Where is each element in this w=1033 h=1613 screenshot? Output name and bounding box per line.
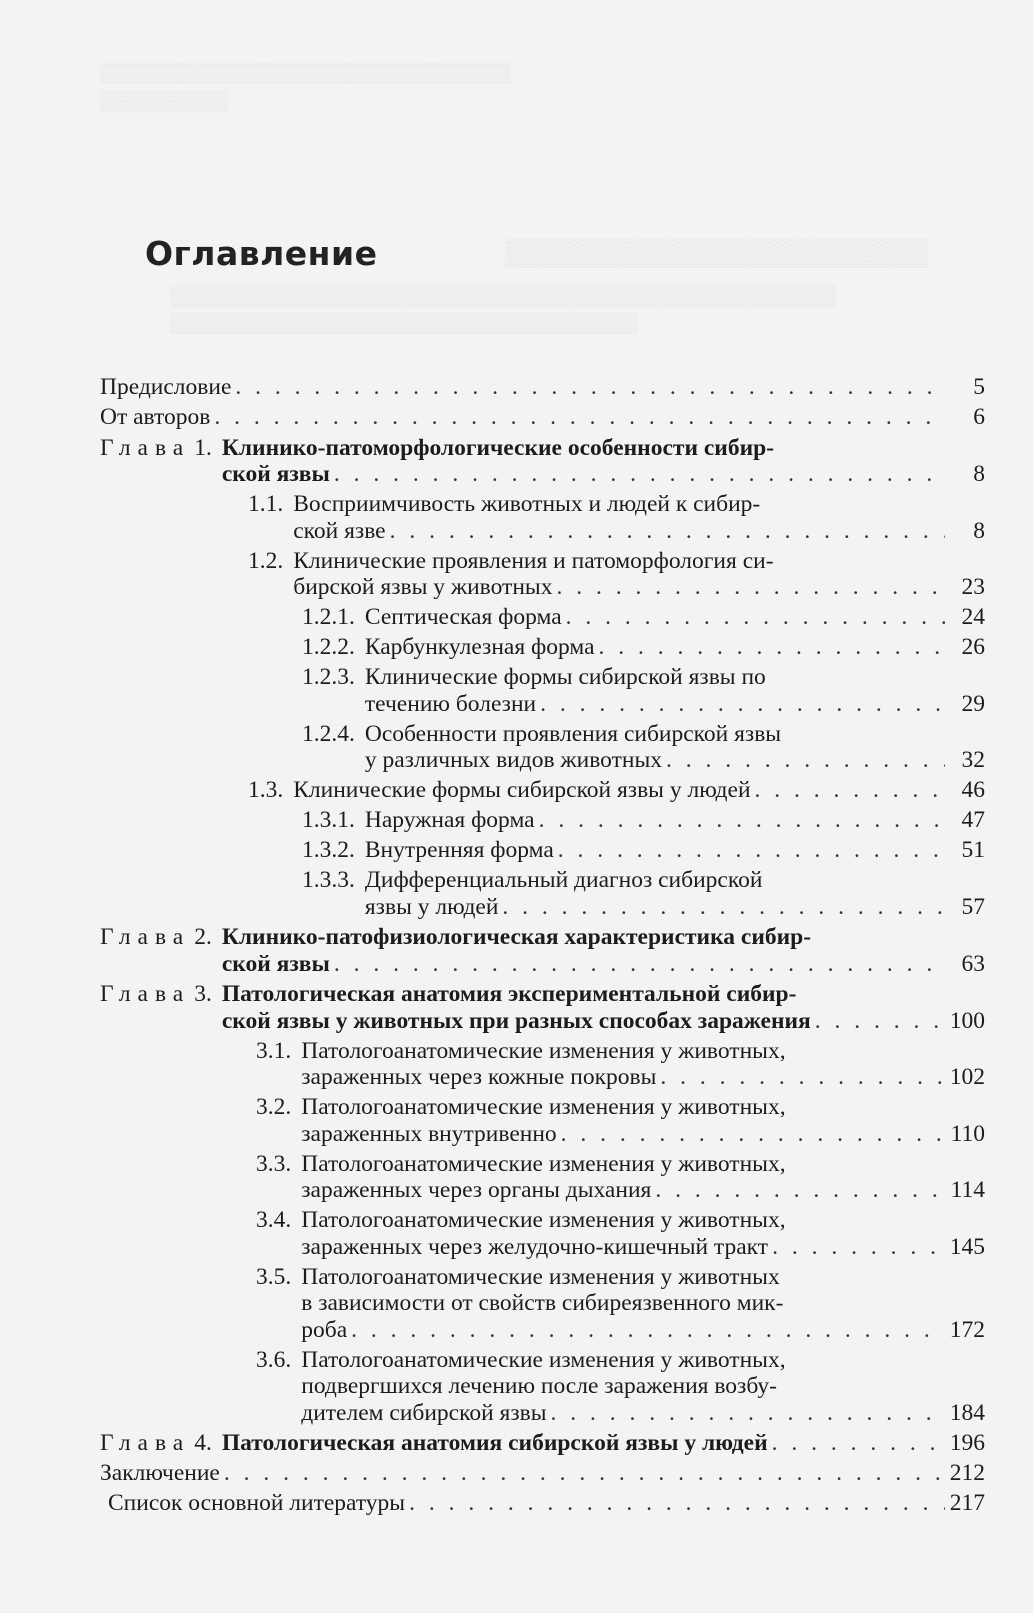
toc-entry-title: язвы у людей xyxy=(364,893,499,920)
toc-entry-title: Клинические проявления и патоморфология си- xyxy=(293,547,774,574)
toc-entry-title: Список основной литературы xyxy=(108,1490,406,1516)
page-number: 26 xyxy=(961,634,985,660)
toc-entry-title: Клинико-патоморфологические особенности сибир- xyxy=(221,434,775,461)
page-number: 5 xyxy=(973,374,985,400)
toc-entry-line xyxy=(256,1064,985,1091)
section-number: 1.3.3. xyxy=(302,867,355,893)
toc-entry-title: Карбункулезная форма xyxy=(364,634,595,660)
leader-dots xyxy=(772,1430,945,1457)
toc-entry-title: Клинико-патофизиологическая характеристика сибир- xyxy=(221,924,812,950)
page-number: 114 xyxy=(950,1177,985,1203)
leader-dots xyxy=(655,1177,945,1204)
page-number: 47 xyxy=(961,807,985,833)
section-number: 1.2. xyxy=(248,547,284,574)
section-number: 3.4. xyxy=(256,1207,292,1233)
toc-entry-title: Патологоанатомические изменения у животных, xyxy=(301,1037,786,1064)
page-number: 102 xyxy=(949,1064,985,1090)
toc-entry-line xyxy=(100,924,985,951)
leader-dots xyxy=(390,518,945,545)
section-number: 1.3. xyxy=(248,777,284,803)
toc-entry-title: течению болезни xyxy=(364,690,537,717)
section-number: 3.3. xyxy=(256,1150,292,1177)
toc-entry-line xyxy=(256,1094,985,1121)
toc-entry-line xyxy=(256,1373,985,1400)
leader-dots xyxy=(540,691,945,718)
toc-entry-line xyxy=(302,747,985,774)
toc-entry-title: ской язвы у животных при разных способах заражения xyxy=(221,1007,811,1034)
leader-dots xyxy=(334,461,945,488)
section-number: 1. xyxy=(194,434,212,461)
toc-chapter-entry xyxy=(100,435,985,488)
page-number: 46 xyxy=(961,777,985,803)
toc-entry-title: дителем сибирской язвы xyxy=(301,1399,547,1426)
toc-entry-title: Патологическая анатомия экспериментальной сибир- xyxy=(221,981,797,1007)
toc-entry-line xyxy=(108,1490,985,1517)
toc-entry-line xyxy=(256,1290,985,1317)
chapter-label: Глава xyxy=(100,981,191,1007)
toc-entry xyxy=(302,721,985,774)
page-number: 145 xyxy=(949,1233,985,1260)
toc-entry-line xyxy=(256,1121,985,1148)
leader-dots xyxy=(772,1234,945,1261)
chapter-label: Глава xyxy=(100,434,191,461)
toc-entry xyxy=(256,1347,985,1427)
toc-entry-line xyxy=(256,1207,985,1234)
section-number: 1.1. xyxy=(248,491,284,517)
page-number: 23 xyxy=(961,574,985,600)
toc-entry xyxy=(248,491,985,544)
section-number: 3.6. xyxy=(256,1346,292,1373)
toc-entry-line xyxy=(100,1008,985,1035)
toc-entry-title: Заключение xyxy=(100,1460,220,1486)
toc-entry xyxy=(302,634,985,661)
toc-entry-line xyxy=(248,777,985,804)
toc-entry-line xyxy=(256,1038,985,1065)
toc-entry-line xyxy=(100,374,985,401)
toc-entry-title: зараженных через органы дыхания xyxy=(301,1177,652,1203)
toc-entry-title: Клинические формы сибирской язвы у людей xyxy=(293,777,751,803)
toc-entry-line xyxy=(248,548,985,575)
toc-entry-title: Дифференциальный диагноз сибирской xyxy=(364,867,763,893)
toc-entry-title: у различных видов животных xyxy=(364,747,662,773)
section-number: 1.2.2. xyxy=(302,634,355,660)
toc-entry-title: подвергшихся лечению после заражения возбу- xyxy=(301,1373,777,1399)
section-number: 3. xyxy=(194,981,212,1007)
section-number: 1.2.4. xyxy=(302,720,355,747)
toc-entry xyxy=(248,548,985,601)
leader-dots xyxy=(539,807,945,834)
toc-entry xyxy=(100,374,985,401)
leader-dots xyxy=(666,747,945,774)
toc-entry-line xyxy=(248,518,985,545)
leader-dots xyxy=(556,574,945,601)
toc-entry-title: Патологоанатомические изменения у животных xyxy=(301,1263,780,1290)
toc-entry-title: Восприимчивость животных и людей к сибир- xyxy=(293,491,761,517)
leader-dots xyxy=(409,1490,945,1517)
toc-entry-line xyxy=(256,1177,985,1204)
toc-entry xyxy=(302,604,985,631)
toc-entry-line xyxy=(256,1347,985,1374)
leader-dots xyxy=(502,894,945,921)
toc-entry-line xyxy=(256,1317,985,1344)
toc-entry-line xyxy=(100,951,985,978)
toc-entry xyxy=(302,807,985,834)
page-number: 212 xyxy=(949,1460,985,1486)
toc-entry-line xyxy=(302,664,985,691)
toc-entry-line xyxy=(248,491,985,518)
page-number: 57 xyxy=(961,893,985,920)
section-number: 3.2. xyxy=(256,1094,292,1120)
toc-entry-line xyxy=(302,604,985,631)
toc-entry-line xyxy=(302,634,985,661)
toc-entry-title: ской язвы xyxy=(221,950,330,977)
toc-entry xyxy=(256,1038,985,1091)
section-number: 1.2.3. xyxy=(302,664,355,690)
page-number: 6 xyxy=(973,404,985,430)
toc-entry-line xyxy=(100,981,985,1008)
page-title: Оглавление xyxy=(145,234,378,274)
toc-entry xyxy=(256,1207,985,1260)
toc-entry-title: ской язве xyxy=(293,517,386,544)
bleed-through-text: ▒▒▒▒▒▒▒▒▒▒▒▒▒▒▒▒▒▒▒▒▒▒▒▒▒▒▒▒▒▒▒▒▒ xyxy=(170,312,638,334)
bleed-through-text: ▒▒▒▒▒▒▒▒▒▒▒▒▒▒▒▒▒▒▒▒▒▒▒▒▒▒▒▒▒▒▒▒▒▒▒▒▒▒▒▒▒▒▒▒▒▒▒ xyxy=(170,285,836,307)
toc-entry xyxy=(108,1490,985,1517)
toc-entry-title: Септическая форма xyxy=(364,604,562,630)
toc-entry xyxy=(302,867,985,920)
section-number: 1.3.1. xyxy=(302,807,355,833)
leader-dots xyxy=(561,1121,945,1148)
toc-entry xyxy=(248,777,985,804)
toc-entry-line xyxy=(100,1430,985,1457)
leader-dots xyxy=(599,634,945,661)
leader-dots xyxy=(815,1008,945,1035)
page-number: 32 xyxy=(961,747,985,773)
toc-entry-line xyxy=(302,721,985,748)
toc-entry xyxy=(302,837,985,864)
toc-entry-line xyxy=(302,894,985,921)
toc-entry-title: зараженных через кожные покровы xyxy=(301,1064,657,1090)
toc-entry-line xyxy=(256,1400,985,1427)
leader-dots xyxy=(558,837,945,864)
toc-entry xyxy=(256,1264,985,1344)
toc-entry-line xyxy=(302,837,985,864)
toc-entry-title: Внутренняя форма xyxy=(364,837,554,863)
chapter-label: Глава xyxy=(100,1430,191,1456)
leader-dots xyxy=(214,404,945,431)
toc-entry-title: Патологоанатомические изменения у животных, xyxy=(301,1346,786,1373)
table-of-contents xyxy=(0,374,1033,1520)
toc-entry-line xyxy=(302,807,985,834)
page-number: 100 xyxy=(949,1007,985,1034)
toc-entry-title: ской язвы xyxy=(221,461,330,487)
page-number: 217 xyxy=(949,1490,985,1516)
page-number: 196 xyxy=(949,1430,985,1456)
bleed-through-text: ▒▒▒▒▒▒▒▒▒▒▒▒▒▒▒▒▒▒▒▒▒▒▒▒▒▒▒▒▒ xyxy=(100,62,511,84)
page-number: 8 xyxy=(973,517,985,544)
toc-entry-title: в зависимости от свойств сибиреязвенного мик- xyxy=(301,1290,784,1316)
toc-entry-line xyxy=(256,1264,985,1291)
page-number: 51 xyxy=(961,837,985,863)
toc-entry xyxy=(100,1460,985,1487)
bleed-through-text: ▒▒▒▒▒▒▒▒▒ xyxy=(100,90,228,112)
section-number: 3.5. xyxy=(256,1263,292,1290)
page-number: 110 xyxy=(950,1120,985,1147)
toc-entry-line xyxy=(100,404,985,431)
toc-entry-title: роба xyxy=(301,1316,348,1343)
toc-entry-title: зараженных через желудочно-кишечный тракт xyxy=(301,1233,769,1260)
toc-chapter-entry xyxy=(100,1430,985,1457)
toc-entry-title: Клинические формы сибирской язвы по xyxy=(364,664,766,690)
toc-entry-title: Наружная форма xyxy=(364,807,535,833)
section-number: 1.3.2. xyxy=(302,837,355,863)
leader-dots xyxy=(551,1400,945,1427)
leader-dots xyxy=(224,1460,945,1487)
leader-dots xyxy=(566,604,945,631)
leader-dots xyxy=(235,374,945,401)
page-number: 24 xyxy=(961,604,985,630)
section-number: 3.1. xyxy=(256,1037,292,1064)
toc-entry-title: зараженных внутривенно xyxy=(301,1120,557,1147)
toc-entry-title: Патологоанатомические изменения у животных, xyxy=(301,1094,786,1120)
toc-entry-line xyxy=(256,1234,985,1261)
toc-entry-line xyxy=(256,1151,985,1178)
section-number: 2. xyxy=(194,924,212,950)
toc-entry-line xyxy=(248,574,985,601)
toc-entry xyxy=(256,1151,985,1204)
toc-entry-title: Предисловие xyxy=(100,374,232,400)
leader-dots xyxy=(351,1317,945,1344)
toc-entry-line xyxy=(100,1460,985,1487)
toc-entry-title: Патологическая анатомия сибирской язвы у людей xyxy=(221,1430,768,1456)
toc-entry-title: Патологоанатомические изменения у животных, xyxy=(301,1207,786,1233)
toc-entry xyxy=(302,664,985,717)
toc-entry xyxy=(100,404,985,431)
page-number: 63 xyxy=(961,950,985,977)
toc-entry-line xyxy=(100,435,985,462)
page-number: 29 xyxy=(961,690,985,717)
toc-entry xyxy=(256,1094,985,1147)
leader-dots xyxy=(755,777,945,804)
leader-dots xyxy=(334,951,945,978)
leader-dots xyxy=(660,1064,945,1091)
toc-entry-line xyxy=(100,461,985,488)
toc-entry-line xyxy=(302,691,985,718)
bleed-through-text: ▒▒▒▒▒▒▒▒▒▒▒▒▒▒▒▒▒▒▒▒▒▒▒ xyxy=(505,238,929,267)
page-number: 172 xyxy=(949,1316,985,1343)
chapter-label: Глава xyxy=(100,924,191,950)
page-number: 8 xyxy=(973,461,985,487)
section-number: 4. xyxy=(194,1430,212,1456)
toc-entry-title: От авторов xyxy=(100,404,211,430)
toc-entry-title: бирской язвы у животных xyxy=(293,574,553,600)
toc-chapter-entry xyxy=(100,981,985,1034)
toc-entry-title: Особенности проявления сибирской язвы xyxy=(364,720,782,747)
toc-chapter-entry xyxy=(100,924,985,977)
section-number: 1.2.1. xyxy=(302,604,355,630)
page-number: 184 xyxy=(949,1399,985,1426)
toc-entry-line xyxy=(302,867,985,894)
toc-entry-title: Патологоанатомические изменения у животных, xyxy=(301,1150,786,1177)
